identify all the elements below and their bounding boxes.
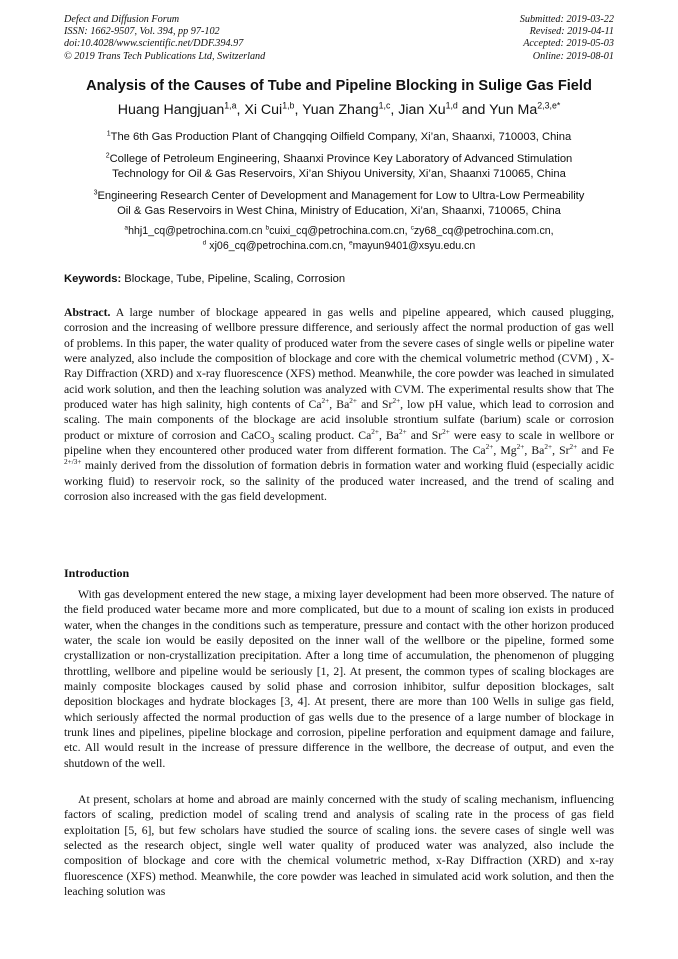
journal-copyright: © 2019 Trans Tech Publications Ltd, Switzerland — [64, 50, 266, 62]
affiliation-3 — [56, 189, 622, 219]
abstract-text: were easy to scale in wellbore or pipeline when they encountered other produced water from different formation. The Ca — [64, 428, 614, 458]
journal-name: Defect and Diffusion Forum — [64, 14, 180, 25]
date-submitted: Submitted: 2019-03-22 — [519, 14, 614, 25]
abstract-text: scaling product. Ca — [274, 428, 372, 442]
email-marker: b — [265, 224, 270, 232]
author-emails — [56, 224, 622, 254]
abstract-text: , Ba — [378, 428, 399, 442]
introduction-paragraph-1: With gas development entered the new stage, a mixing layer development had been more observed. The nature of the field produced water became more and more complicated, but due to a mount of scaling ion exists in produced water, when the changes in the conditions such as temperature, pressure and contact with the other horizon produced water, the scale ion would be easily deposited on the inner wall of the wellbore or the pipeline, formed some crystallization or non-crystallization precipitation. After a long time of accumulation, the phenomenon of plugging throttling, wellbore and pipeline would be seriously [1, 2]. At present, the common types of scaling blockages are mainly composite blockages caused by solid phase and corrosion inhibitor, sulfur deposition blockages, salt deposition blockages and hydrate blockages [3, 4]. At present, there are more than 100 Wells in sulige gas field, which seriously affected the normal production of gas wells due to the presence of a large number of blockage in trunk lines and pipelines, pipeline blockage and corrosion, pipeline perforation and equipment damage and failure, etc. All would result in the increase of pressure difference in the wellbore, the decrease of output, and even the shutdown of the well. — [64, 588, 614, 770]
email-marker: e — [349, 239, 353, 247]
affiliation-text: Engineering Research Center of Development and Management for Low to Ultra-Low Permeability — [97, 190, 585, 202]
author-separator: , — [236, 102, 245, 118]
abstract-text: , low pH value, which lead to corrosion and scaling. The main components of the blockage are acid insoluble strontium sulfate (barium) scale or corrosion product or mixture of corrosion and CaCO — [64, 398, 614, 442]
author-affiliation-marker: 2,3,e* — [537, 100, 561, 111]
author-list — [40, 102, 638, 118]
formula-subscript: 3 — [270, 435, 275, 445]
charge-superscript: 2+ — [371, 427, 379, 436]
charge-superscript: 2+ — [544, 443, 553, 452]
keywords-label: Keywords: — [64, 273, 122, 285]
author-affiliation-marker: 1,a — [224, 100, 237, 111]
charge-superscript: 2+ — [516, 443, 525, 452]
affiliation-text: College of Petroleum Engineering, Shaanxi Province Key Laboratory of Advanced Stimulation — [109, 153, 573, 165]
date-online: Online: 2019-08-01 — [532, 50, 614, 62]
charge-superscript: 2+ — [398, 427, 407, 436]
charge-superscript: 2+ — [485, 443, 494, 452]
abstract-text: and Sr — [406, 428, 443, 442]
abstract-text: , Sr — [552, 444, 570, 458]
email-address: mayun9401@xsyu.edu.cn — [352, 240, 476, 252]
author-name: Huang Hangjuan — [117, 102, 225, 118]
affiliation-1 — [56, 130, 622, 145]
charge-superscript: 2+/3+ — [64, 458, 82, 467]
journal-info — [64, 14, 265, 63]
affiliation-text: The 6th Gas Production Plant of Changqing Oilfield Company, Xi’an, Shaanxi, 710003, China — [110, 131, 572, 143]
author-name: Jian Xu — [398, 102, 446, 118]
affiliation-marker: 3 — [93, 189, 98, 197]
author-name: Xi Cui — [244, 102, 283, 118]
author-name: Yuan Zhang — [302, 102, 379, 118]
author-affiliation-marker: 1,b — [282, 100, 295, 111]
email-marker: c — [410, 224, 414, 232]
abstract-text: A large number of blockage appeared in gas wells and pipeline appeared, which caused plugging, corrosion and the increasing of wellbore pressure difference, and seriously affect the normal production of gas well of problems. In this paper, the water quality of produced water from the severe cases of single wells or pipeline water were analyzed, also include the composition of blockage and core with the chemical volumetric method (CVM) , X-Ray Diffraction (XRD) and x-ray fluorescence (XFS) method. Meanwhile, the core powder was leached in simulated acid work solution, and then the leaching solution was analyzed with CVM. The experimental results show that The produced water has high salinity, high contents of Ca — [64, 306, 614, 412]
email-marker: a — [124, 224, 129, 232]
abstract-body — [64, 306, 614, 503]
affiliation-text: Technology for Oil & Gas Reservoirs, Xi’an Shiyou University, Xi’an, Shaanxi 710065, China — [112, 168, 566, 180]
abstract-text: and Fe — [577, 444, 615, 458]
affiliation-marker: 1 — [106, 130, 111, 138]
section-heading-introduction: Introduction — [64, 566, 130, 580]
email-address: cuixi_cq@petrochina.com.cn, — [269, 225, 411, 237]
abstract-text: and Sr — [356, 398, 393, 412]
charge-superscript: 2+ — [569, 443, 578, 452]
affiliation-2 — [56, 152, 622, 182]
author-separator: and — [457, 102, 490, 118]
keywords-text: Blockage, Tube, Pipeline, Scaling, Corrosion — [121, 273, 346, 285]
author-affiliation-marker: 1,d — [445, 100, 458, 111]
email-address: xj06_cq@petrochina.com.cn, — [206, 240, 349, 252]
author-affiliation-marker: 1,c — [378, 100, 391, 111]
affiliation-marker: 2 — [105, 152, 110, 160]
charge-superscript: 2+ — [442, 427, 450, 436]
paper-title: Analysis of the Causes of Tube and Pipeline Blocking in Sulige Gas Field — [86, 78, 592, 94]
email-address: hhj1_cq@petrochina.com.cn — [128, 225, 266, 237]
date-accepted: Accepted: 2019-05-03 — [523, 38, 614, 50]
email-line-1 — [56, 224, 622, 239]
email-line-2 — [56, 239, 622, 254]
author-name: Yun Ma — [489, 102, 538, 118]
affiliation-text: Oil & Gas Reservoirs in West China, Ministry of Education, Xi’an, Shaanxi, 710065, China — [117, 205, 561, 217]
email-marker: d — [202, 239, 207, 247]
keywords — [64, 273, 614, 285]
abstract-text: , Ba — [524, 444, 545, 458]
journal-header — [64, 14, 614, 64]
author-separator: , — [294, 102, 303, 118]
email-address: zy68_cq@petrochina.com.cn, — [413, 225, 554, 237]
charge-superscript: 2+ — [349, 397, 357, 406]
journal-issn: ISSN: 1662-9507, Vol. 394, pp 97-102 — [64, 26, 220, 38]
submission-dates — [520, 14, 614, 63]
abstract — [64, 305, 614, 504]
author-separator: , — [390, 102, 399, 118]
abstract-text: , Ba — [329, 398, 350, 412]
abstract-label: Abstract. — [64, 306, 111, 319]
charge-superscript: 2+ — [392, 397, 401, 406]
journal-doi: doi:10.4028/www.scientific.net/DDF.394.97 — [64, 38, 244, 50]
date-revised: Revised: 2019-04-11 — [529, 26, 614, 38]
abstract-text: , Mg — [493, 444, 517, 458]
introduction-paragraph-2: At present, scholars at home and abroad are mainly concerned with the study of scaling mechanism, influencing factors of scaling, prediction model of scaling trend and analysis of scaling rate in the process of gas field exploitation [5, 6], but few scholars have studied the source of scaling ions. the severe cases of single well was selected as the research object, single well water quality of produced water was analyzed, also include the composition of blockage and core with the chemical volumetric method, x-Ray Diffraction (XRD) and x-ray fluorescence (XFS) method. Meanwhile, the core powder was leached in simulated acid work solution, and then the leaching solution was — [64, 793, 614, 899]
charge-superscript: 2+ — [321, 397, 330, 406]
abstract-text: mainly derived from the dissolution of formation debris in formation water and working fluid (especially acidic working fluid) to reservoir rock, so the salinity of the produced water increased, and the trend of scaling and corrosion also increased with the gas field development. — [64, 459, 614, 504]
